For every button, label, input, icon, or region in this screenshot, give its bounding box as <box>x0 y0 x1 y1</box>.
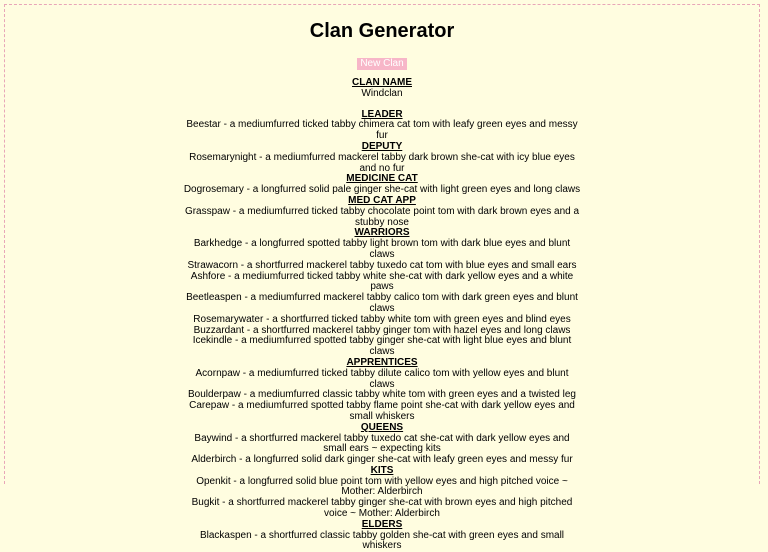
cat-entry: Beestar - a mediumfurred ticked tabby chimera cat tom with leafy green eyes and messy fur <box>186 119 578 142</box>
new-clan-button[interactable]: New Clan <box>357 58 406 70</box>
section-heading-leader: LEADER <box>361 108 403 120</box>
clan-content <box>182 20 582 552</box>
clan-sections <box>182 110 582 552</box>
cat-entry: Carepaw - a mediumfurred spotted tabby flame point she-cat with dark yellow eyes and small whiskers <box>189 400 575 422</box>
cat-entry: Openkit - a longfurred solid blue point tom with yellow eyes and high pitched voice ~ Mother: Alderbirch <box>196 475 568 498</box>
cat-entry: Strawacorn - a shortfurred mackerel tabby tuxedo cat tom with blue eyes and small ears <box>187 259 577 271</box>
cat-entry: Barkhedge - a longfurred spotted tabby light brown tom with dark blue eyes and blunt claws <box>193 238 571 260</box>
cat-entry: Icekindle - a mediumfurred spotted tabby ginger she-cat with light blue eyes and blunt claws <box>192 335 572 358</box>
page-frame <box>4 4 760 552</box>
cat-entry: Acornpaw - a mediumfurred ticked tabby dilute calico tom with yellow eyes and blunt claws <box>195 367 569 390</box>
cat-entry: Buzzardant - a shortfurred mackerel tabby ginger tom with hazel eyes and long claws <box>193 324 571 336</box>
section-heading-kits: KITS <box>370 464 394 476</box>
cat-entry: Dogrosemary - a longfurred solid pale ginger she-cat with light green eyes and long claws <box>183 184 581 196</box>
section-heading-apprentices: APPRENTICES <box>346 356 418 368</box>
section-heading-med-cat-app: MED CAT APP <box>348 194 416 206</box>
section-heading-warriors: WARRIORS <box>354 227 410 239</box>
cat-entry: Boulderpaw - a mediumfurred classic tabby white tom with green eyes and a twisted leg <box>188 389 576 401</box>
section-heading-queens: QUEENS <box>360 421 404 433</box>
section-heading-medicine-cat: MEDICINE CAT <box>346 173 418 185</box>
clan-name-value: Windclan <box>361 87 403 99</box>
cat-entry: Bugkit - a shortfurred mackerel tabby ginger she-cat with brown eyes and high pitched voice ~ Mother: Alderbirch <box>191 497 573 520</box>
cat-entry: Rosemarywater - a shortfurred ticked tabby white tom with green eyes and blind eyes <box>193 313 571 325</box>
cat-entry: Alderbirch - a longfurred solid dark ginger she-cat with leafy green eyes and messy fur <box>191 454 573 466</box>
section-heading-elders: ELDERS <box>361 518 403 530</box>
page-title: Clan Generator <box>309 20 455 42</box>
cat-entry: Ashfore - a mediumfurred ticked tabby white she-cat with dark yellow eyes and a white paws <box>190 270 574 293</box>
clan-name-heading: CLAN NAME <box>352 77 412 88</box>
cat-entry: Blackaspen - a shortfurred classic tabby golden she-cat with green eyes and small whiskers <box>199 529 565 552</box>
section-heading-deputy: DEPUTY <box>361 140 403 152</box>
cat-entry: Rosemarynight - a mediumfurred mackerel tabby dark brown she-cat with icy blue eyes and no fur <box>189 151 575 174</box>
cat-entry: Baywind - a shortfurred mackerel tabby tuxedo cat she-cat with dark yellow eyes and small ears ~ expecting kits <box>194 432 570 455</box>
cat-entry: Grasspaw - a mediumfurred ticked tabby chocolate point tom with dark brown eyes and a stubby nose <box>184 205 580 228</box>
cat-entry: Beetleaspen - a mediumfurred mackerel tabby calico tom with dark green eyes and blunt claws <box>186 292 578 314</box>
